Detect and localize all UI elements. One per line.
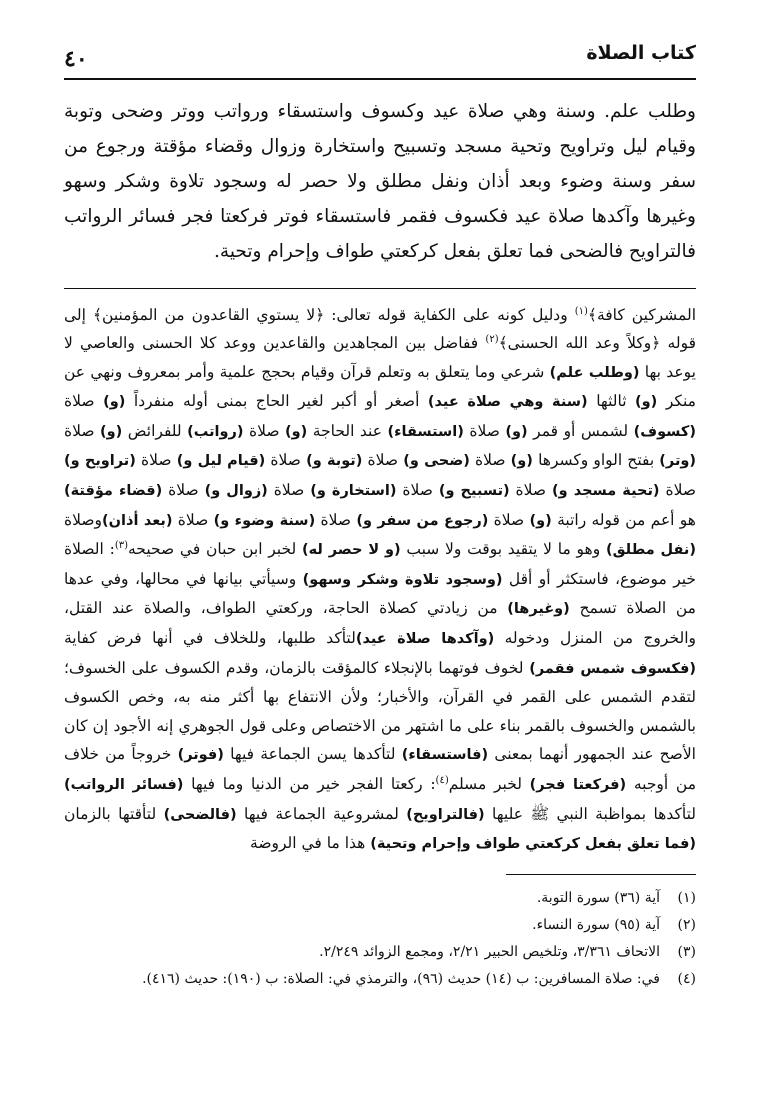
commentary-segment: هذا ما في الروضة bbox=[250, 834, 371, 853]
matn-quote: (و) bbox=[505, 423, 528, 440]
matn-quote: (فاستسقاء) bbox=[401, 747, 489, 764]
footnote bbox=[64, 912, 696, 939]
commentary-segment: هو أعم من قوله راتبة bbox=[551, 510, 696, 529]
matn-quote: (استسقاء) bbox=[387, 423, 464, 440]
matn-quote: (بعد أذان) bbox=[102, 512, 173, 529]
footnote bbox=[64, 966, 696, 993]
matn-quote: (و) bbox=[103, 394, 126, 411]
footnote-ref: (١) bbox=[574, 305, 588, 317]
commentary-segment: ودليل كونه على الكفاية قوله تعالى: ﴿لا يستوي القاعدون من المؤمنين﴾ إلى قوله ﴿وكلاً وعد الله الحسنى﴾ bbox=[64, 305, 696, 353]
commentary-text bbox=[64, 301, 696, 859]
page-number: ٤٠ bbox=[64, 46, 88, 72]
main-text: وطلب علم. وسنة وهي صلاة عيد وكسوف واستسقاء ورواتب ووتر وضحى وتوبة وقيام ليل وتراويح وتحية مسجد وتسبيح واستخارة وزوال وقضاء مؤقتة ورجوع من سفر وسنة وضوء وبعد أذان ونفل مطلق ولا حصر له وسجود تلاوة وشكر وسهو وغيرها وآكدها صلاة عيد فكسوف فقمر فاستسقاء فوتر فركعتا فجر فسائر الرواتب فالتراويح فالضحى فما تعلق بفعل كركعتي طواف وإحرام وتحية. bbox=[64, 101, 696, 262]
footnote-number: (٣) bbox=[677, 944, 696, 961]
commentary-segment: وهو ما لا يتقيد بوقت ولا سبب bbox=[400, 540, 606, 559]
commentary-segment: صلاة bbox=[64, 392, 104, 411]
matn-quote: (تراويح و) bbox=[64, 453, 136, 470]
commentary-segment: صلاة bbox=[463, 421, 506, 440]
footnote bbox=[64, 885, 696, 912]
commentary-segment: عند الحاجة bbox=[307, 421, 388, 440]
commentary-segment: لمشروعية الجماعة فيها bbox=[236, 804, 407, 823]
commentary-segment: صلاة bbox=[362, 451, 404, 470]
matn-quote: (و) bbox=[529, 512, 552, 529]
commentary-segment: صلاة bbox=[135, 451, 177, 470]
commentary-segment: المشركين كافة﴾ bbox=[587, 305, 696, 324]
matn-quote: (فالتراويح) bbox=[406, 806, 485, 823]
matn-quote: (وغيرها) bbox=[507, 601, 570, 618]
book-page bbox=[64, 40, 696, 993]
matn-quote: (استخارة و) bbox=[310, 483, 397, 500]
footnote-number: (٢) bbox=[677, 917, 696, 934]
matn-quote: (فسائر الرواتب) bbox=[64, 777, 184, 793]
running-title: كتاب الصلاة bbox=[586, 42, 696, 64]
commentary-segment: وصلاة bbox=[64, 510, 103, 529]
matn-quote: (رواتب) bbox=[187, 423, 244, 440]
commentary-segment: صلاة bbox=[265, 451, 307, 470]
commentary-segment: لتأكد طلبها، وللخلاف في أنها فرض كفاية bbox=[64, 629, 356, 648]
commentary-segment: صلاة bbox=[315, 510, 357, 529]
commentary-segment: صلاة bbox=[396, 481, 439, 500]
footnote-text: الاتحاف ٣/٣٦١، وتلخيص الحبير ٢/٢١، ومجمع الزوائد ٢/٢٤٩. bbox=[319, 944, 660, 961]
footnote-ref: (٣) bbox=[114, 540, 128, 552]
footnotes bbox=[64, 885, 696, 993]
commentary-segment: لشمس أو قمر bbox=[527, 421, 634, 440]
matn-quote: (فكسوف شمس فقمر) bbox=[529, 660, 696, 677]
commentary-segment: بفتح الواو وكسرها bbox=[532, 451, 660, 470]
commentary-segment: : ركعتا الفجر خير من الدنيا وما فيها bbox=[183, 775, 436, 793]
commentary-segment: خروجاً من خلاف من أوجبه bbox=[64, 745, 696, 793]
commentary-segment: لخبر ابن حبان في صحيحه bbox=[128, 540, 302, 559]
commentary-segment: صلاة bbox=[267, 481, 311, 500]
footnote-number: (١) bbox=[677, 890, 696, 907]
matn-quote: (فوتر) bbox=[177, 747, 224, 764]
matn-quote: (زوال و) bbox=[204, 483, 268, 500]
matn-quote: (و) bbox=[285, 423, 308, 440]
footnote-ref: (٤) bbox=[435, 774, 449, 786]
commentary-segment: صلاة bbox=[243, 421, 286, 440]
commentary-segment: صلاة bbox=[172, 510, 214, 529]
matn-quote: (وآكدها صلاة عيد) bbox=[355, 631, 495, 648]
matn-quote: (فالضحى) bbox=[163, 806, 237, 823]
footnote-number: (٤) bbox=[677, 971, 696, 988]
matn-quote: (فما تعلق بفعل كركعتي طواف وإحرام وتحية) bbox=[370, 836, 696, 853]
commentary-segment: صلاة bbox=[488, 510, 530, 529]
matn-quote: (رجوع من سفر و) bbox=[356, 512, 489, 529]
matn-quote: (و) bbox=[100, 423, 123, 440]
matn-quote: (و) bbox=[510, 453, 533, 470]
commentary-segment: صلاة bbox=[469, 451, 511, 470]
matn-quote: (تحية مسجد و) bbox=[552, 483, 660, 500]
matn-quote: (فركعتا فجر) bbox=[529, 777, 627, 793]
footnote-ref: (٢) bbox=[485, 333, 499, 345]
matn-quote: (قيام ليل و) bbox=[176, 453, 266, 470]
commentary-segment: لخوف فوتهما بالإنجلاء كالمؤقت بالزمان، وقدم الكسوف على الخسوف؛ لتقدم الشمس على القمر في القرآن، والأخبار؛ ولأن الانتفاع بها أكثر منه به، وخص الكسوف بالشمس والخسوف بالقمر بناء على ما اشتهر من الاختصاص وعلى قول الجوهري إنه الأجود إن كان الأصح عند الجمهور أنهما بمعنى bbox=[64, 658, 696, 764]
commentary-segment: ثالثها bbox=[587, 392, 636, 411]
section-divider bbox=[64, 288, 696, 289]
matn-quote: (تسبيح و) bbox=[438, 483, 510, 500]
matn-quote: (توبة و) bbox=[306, 453, 363, 470]
commentary-segment: صلاة bbox=[509, 481, 553, 500]
matn-quote: (وتر) bbox=[659, 453, 697, 470]
footnote-text: آية (٩٥) سورة النساء. bbox=[532, 917, 660, 934]
commentary-segment: شرعي وما يتعلق به وتعلم قرآن وقيام بحجج علمية وأمر بمعروف ونهي عن منكر bbox=[64, 362, 696, 411]
commentary-segment: : الصلاة خير موضوع، فاستكثر أو أقل bbox=[64, 540, 697, 588]
commentary-segment: صلاة bbox=[162, 481, 205, 500]
commentary-segment: لخبر مسلم bbox=[448, 775, 530, 793]
page-header bbox=[64, 40, 696, 80]
matn-quote: (نفل مطلق) bbox=[605, 542, 696, 559]
matn-quote: (ضحى و) bbox=[403, 453, 470, 470]
matn-quote: (و لا حصر له) bbox=[301, 542, 401, 559]
commentary-segment: وسيأتي بيانها في محالها، وفي عدها من الصلاة تسمح bbox=[64, 569, 696, 618]
matn-quote: (و) bbox=[635, 394, 658, 411]
commentary-segment: من زيادتي كصلاة الحاجة، وركعتي الطواف، والصلاة عند القتل، والخروج من المنزل ودخوله bbox=[64, 599, 696, 648]
matn-quote: (سنة وضوء و) bbox=[213, 512, 316, 529]
footnote-text: آية (٣٦) سورة التوبة. bbox=[536, 890, 660, 907]
footnote-text: في: صلاة المسافرين: ب (١٤) حديث (٩٦)، والترمذي في: الصلاة: ب (١٩٠): حديث (٤١٦). bbox=[142, 971, 660, 988]
commentary-segment: أصغر أو أكبر لغير الحاج بمنى أوله منفرداً bbox=[125, 392, 428, 411]
commentary-segment: للفرائض bbox=[122, 421, 188, 440]
commentary-segment: لتأقتها بالزمان bbox=[64, 804, 164, 823]
matn-quote: (كسوف) bbox=[633, 423, 696, 440]
commentary-segment: صلاة bbox=[64, 421, 101, 440]
footnote-separator bbox=[506, 874, 696, 875]
footnote bbox=[64, 939, 696, 966]
matn-quote: (سنة وهي صلاة عيد) bbox=[427, 394, 588, 411]
matn-quote: (وسجود تلاوة وشكر وسهو) bbox=[302, 571, 503, 588]
commentary-segment: ففاضل بين المجاهدين والقاعدين ووعد كلا الحسنى والعاصي لا يوعد بها bbox=[64, 334, 696, 381]
commentary-segment: صلاة bbox=[659, 481, 696, 500]
matn-quote: (قضاء مؤقتة) bbox=[64, 483, 163, 500]
commentary-segment: لتأكدها يسن الجماعة فيها bbox=[223, 745, 402, 764]
matn-quote: (وطلب علم) bbox=[549, 364, 640, 381]
commentary-segment: لتأكدها بمواظبة النبي ﷺ عليها bbox=[484, 804, 696, 823]
